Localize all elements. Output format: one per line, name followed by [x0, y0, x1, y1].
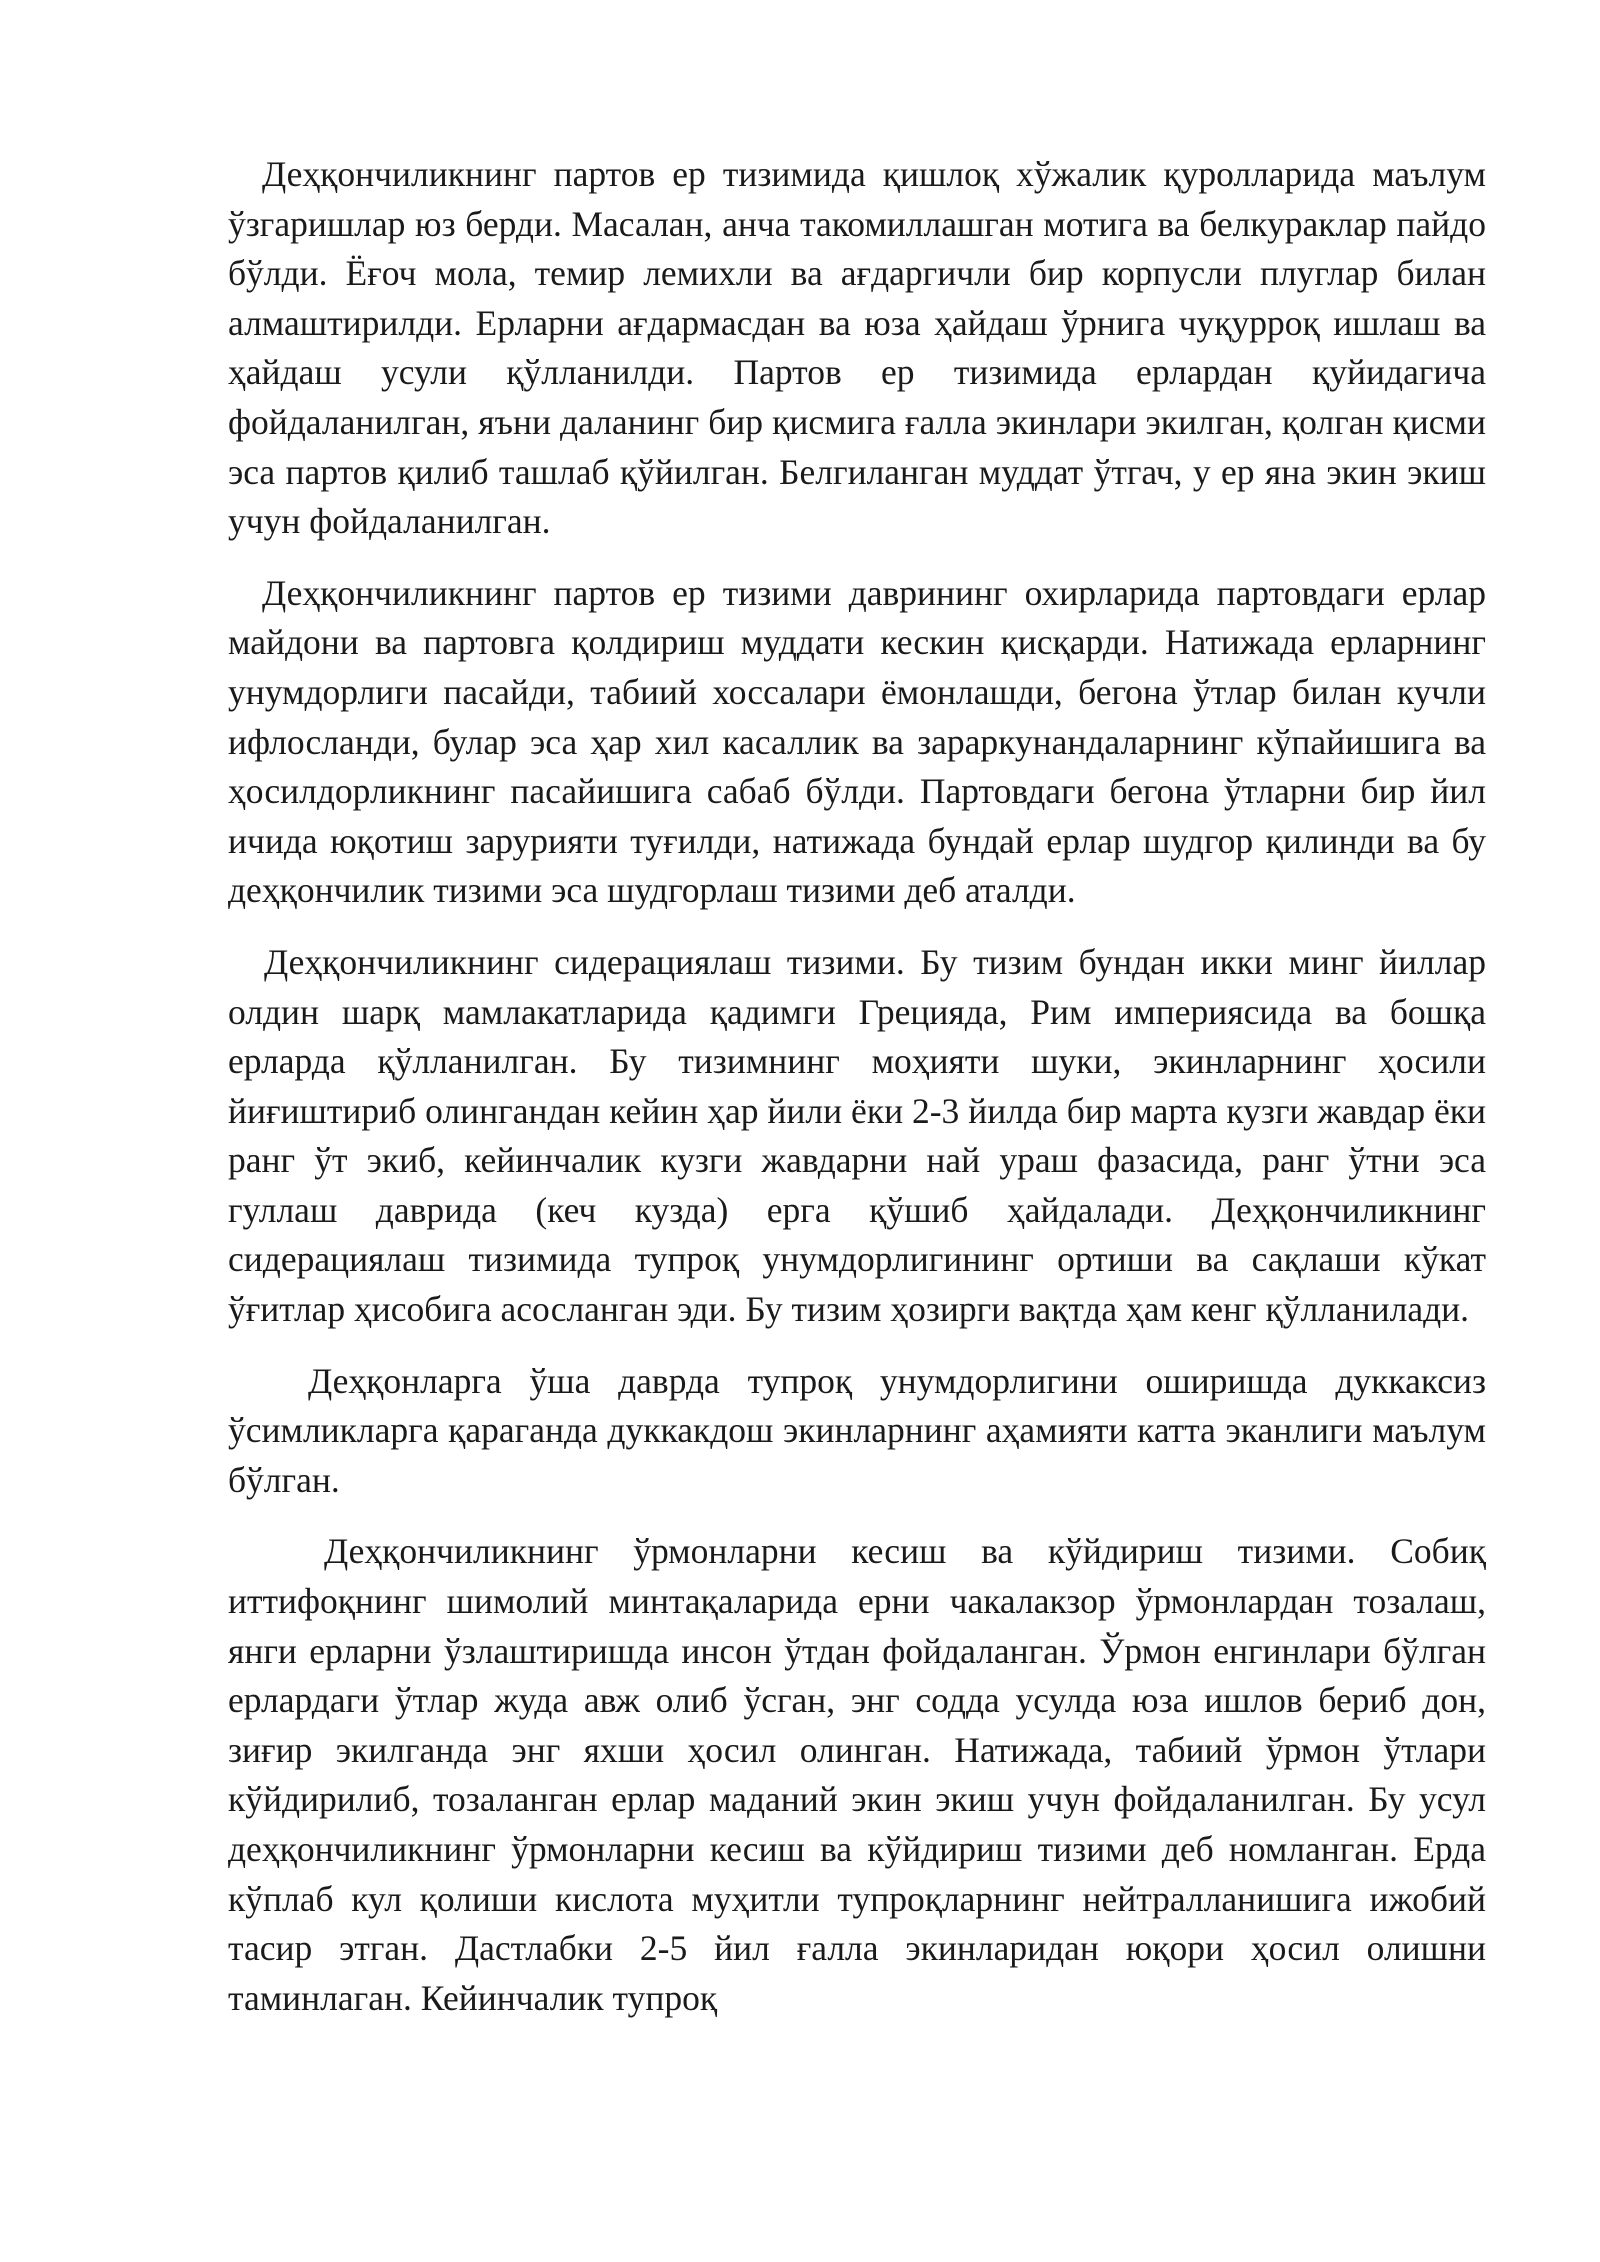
document-body — [228, 150, 1486, 2045]
paragraph-fallow-decline: Деҳқончиликнинг партов ер тизими даврининг охирларида партовдаги ерлар майдони ва партовга қолдириш муддати кескин қисқарди. Натижада ерларнинг унумдорлиги пасайди, табиий хоссалари ёмонлашди, бегона ўтлар билан кучли ифлосланди, булар эса ҳар хил касаллик ва зараркунандаларнинг кўпайишига ва ҳосилдорликнинг пасайишига сабаб бўлди. Партовдаги бегона ўтларни бир йил ичида юқотиш зарурияти туғилди, натижада бундай ерлар шудгор қилинди ва бу деҳқончилик тизими эса шудгорлаш тизими деб аталди. — [228, 572, 1486, 911]
paragraph-legumes: Деҳқонларга ўша даврда тупроқ унумдорлигини оширишда дуккаксиз ўсимликларга қараганда дуккакдош экинларнинг аҳамияти катта эканлиги маълум бўлган. — [228, 1360, 1486, 1500]
paragraph-fallow-tools: Деҳқончиликнинг партов ер тизимида қишлоқ хўжалик қуролларида маълум ўзгаришлар юз берди. Масалан, анча такомиллашган мотига ва белкураклар пайдо бўлди. Ёғоч мола, темир лемихли ва ағдаргичли бир корпусли плуглар билан алмаштирилди. Ерларни ағдармасдан ва юза ҳайдаш ўрнига чуқурроқ ишлаш ва ҳайдаш усули қўлланилди. Партов ер тизимида ерлардан қуйидагича фойдаланилган, яъни даланинг бир қисмига ғалла экинлари экилган, қолган қисми эса партов қилиб ташлаб қўйилган. Белгиланган муддат ўтгач, у ер яна экин экиш учун фойдаланилган. — [228, 154, 1486, 542]
paragraph-slash-and-burn: Деҳқончиликнинг ўрмонларни кесиш ва кўйдириш тизими. Собиқ иттифоқнинг шимолий минтақаларида ерни чакалакзор ўрмонлардан тозалаш, янги ерларни ўзлаштиришда инсон ўтдан фойдаланган. Ўрмон енгинлари бўлган ерлардаги ўтлар жуда авж олиб ўсган, энг содда усулда юза ишлов бериб дон, зиғир экилганда энг яхши ҳосил олинган. Натижада, табиий ўрмон ўтлари кўйдирилиб, тозаланган ерлар маданий экин экиш учун фойдаланилган. Бу усул деҳқончиликнинг ўрмонларни кесиш ва кўйдириш тизими деб номланган. Ерда кўплаб кул қолиши кислота муҳитли тупроқларнинг нейтралланишига ижобий тасир этган. Дастлабки 2-5 йил ғалла экинларидан юқори ҳосил олишни таминлаган. Кейинчалик тупроқ — [228, 1531, 1486, 2018]
paragraph-sideration-system: Деҳқончиликнинг сидерациялаш тизими. Бу тизим бундан икки минг йиллар олдин шарқ мамлакатларида қадимги Грецияда, Рим империясида ва бошқа ерларда қўлланилган. Бу тизимнинг моҳияти шуки, экинларнинг ҳосили йиғиштириб олингандан кейин ҳар йили ёки 2-3 йилда бир марта кузги жавдар ёки ранг ўт экиб, кейинчалик кузги жавдарни най ураш фазасида, ранг ўтни эса гуллаш даврида (кеч кузда) ерга қўшиб ҳайдалади. Деҳқончиликнинг сидерациялаш тизимида тупроқ унумдорлигининг ортиши ва сақлаши кўкат ўғитлар ҳисобига асосланган эди. Бу тизим ҳозирги вақтда ҳам кенг қўлланилади. — [228, 941, 1486, 1330]
